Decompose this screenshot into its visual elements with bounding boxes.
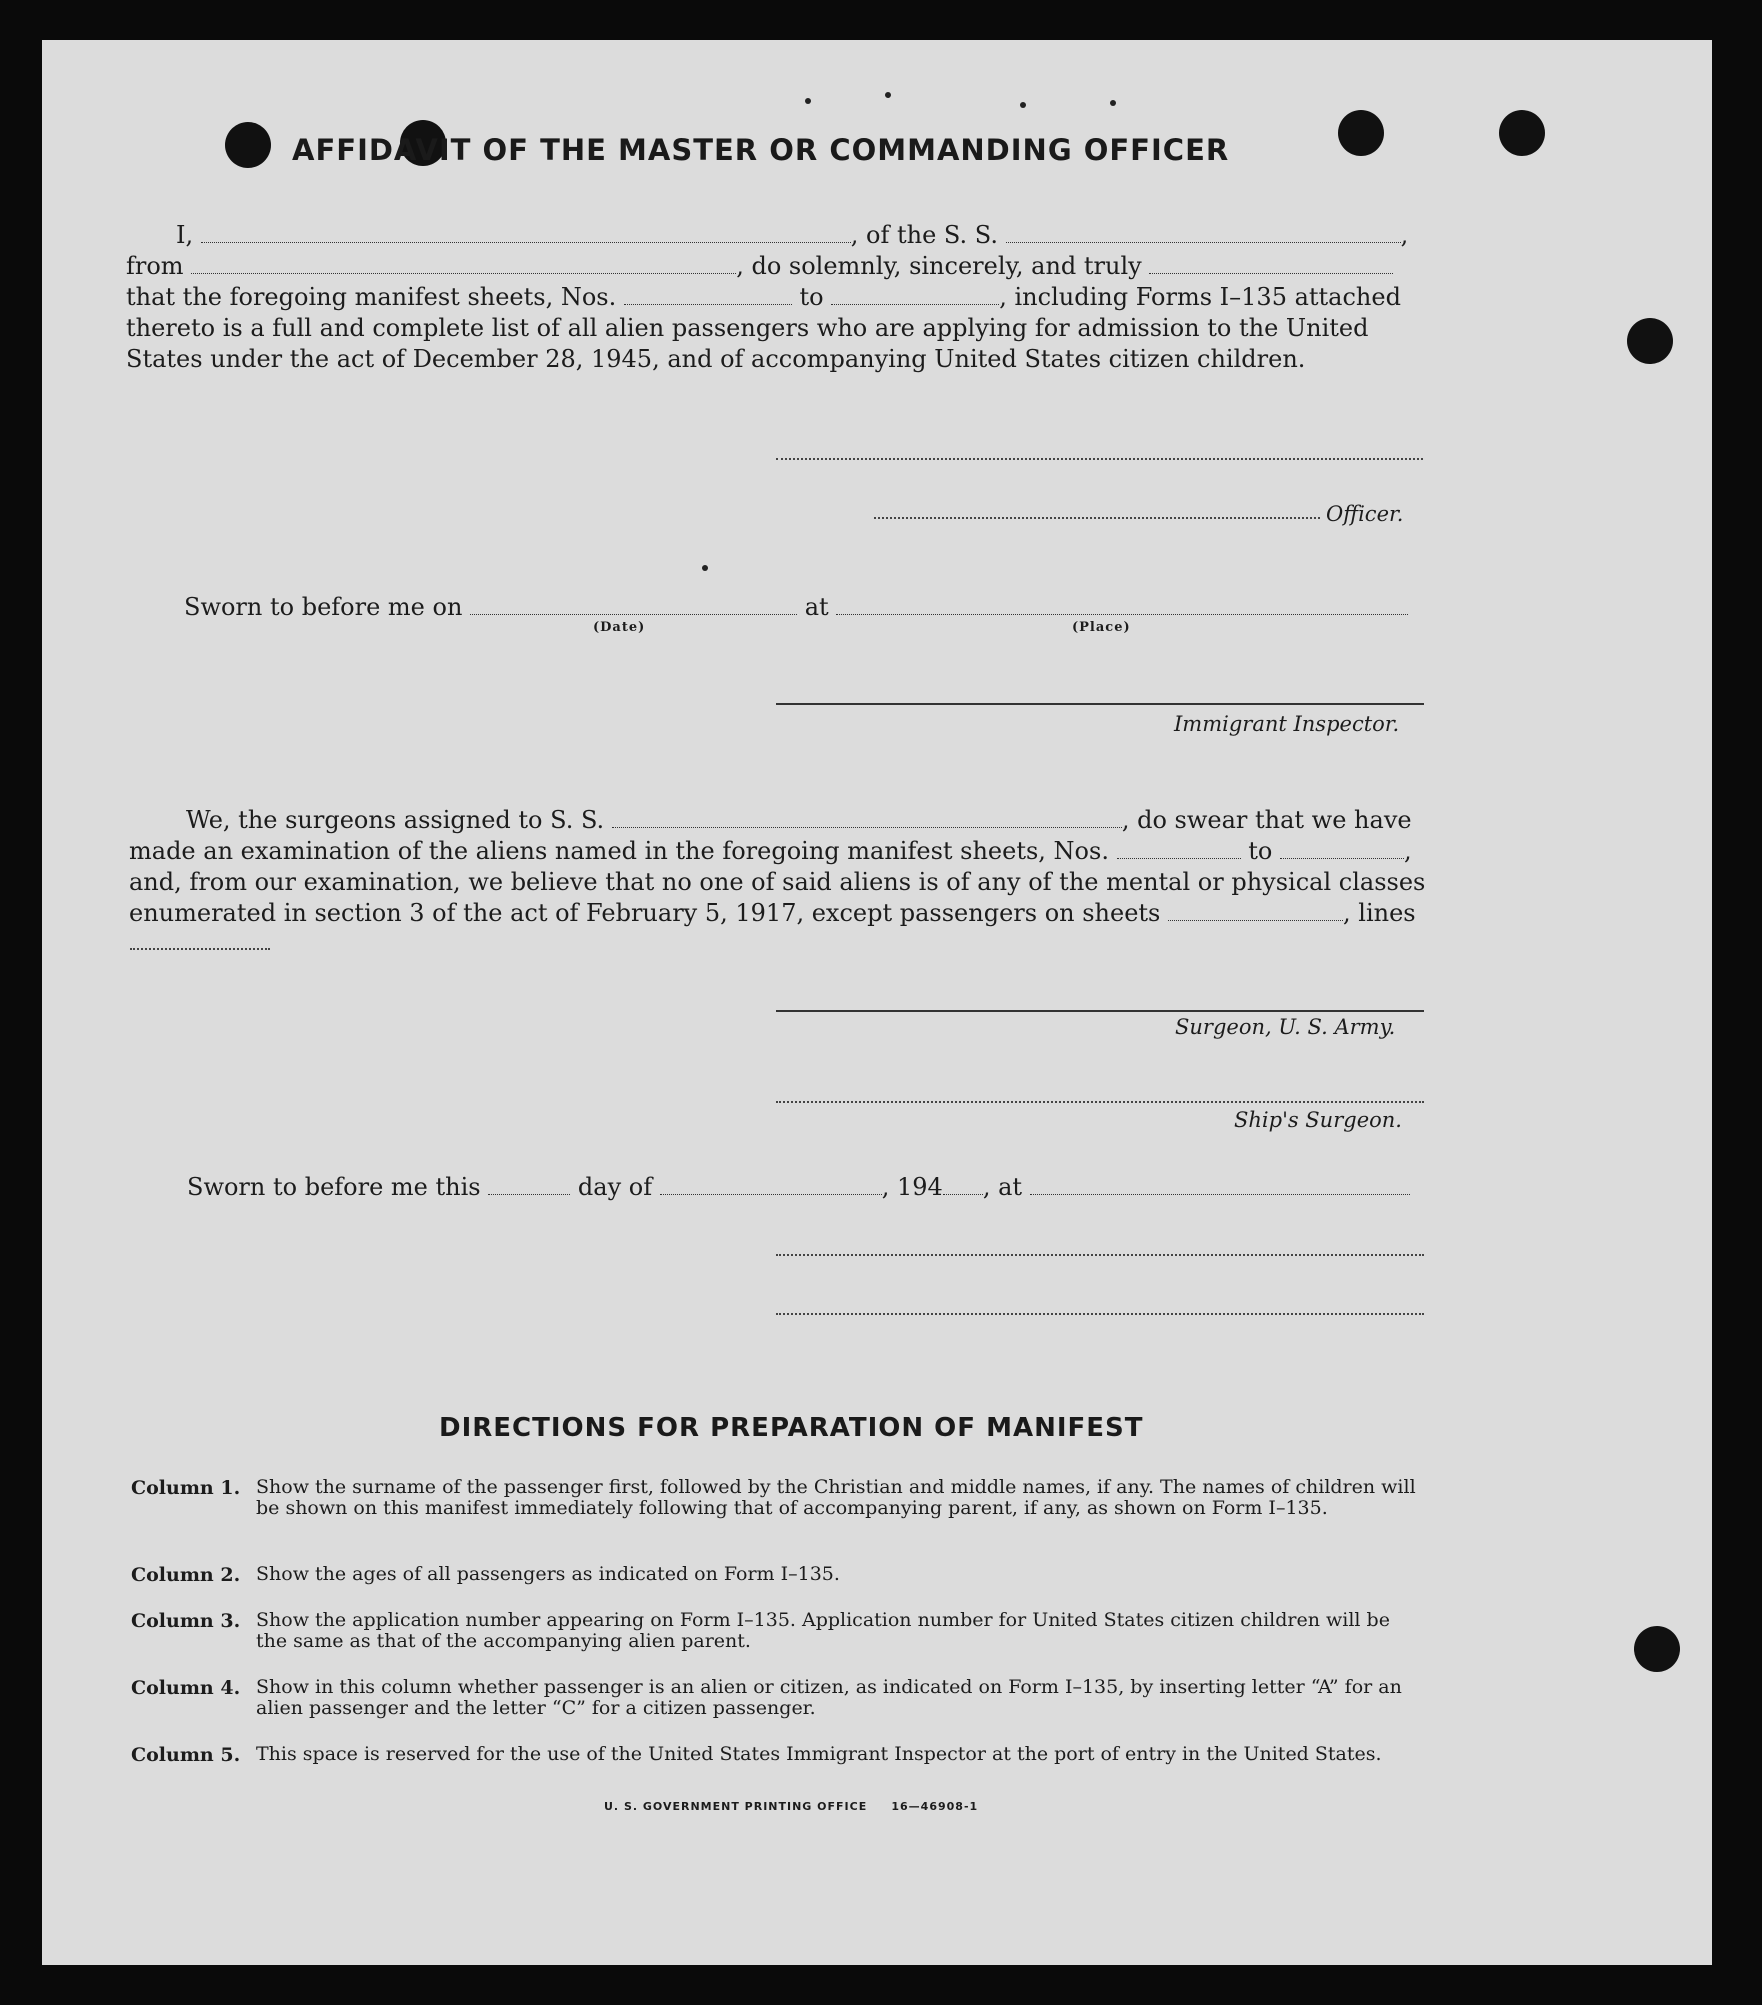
directions-title: DIRECTIONS FOR PREPARATION OF MANIFEST (439, 1413, 1144, 1443)
punch-hole (1627, 318, 1673, 364)
column-3-text: Show the application number appearing on Form I–135. Application number for United States citizen children will be the same as that of the accompanying alien parent. (256, 1609, 1390, 1652)
surgeons-line-4: enumerated in section 3 of the act of February 5, 1917, except passengers on sheets , lines (129, 899, 1416, 927)
surgeons-line-2: made an examination of the aliens named in the foregoing manifest sheets, Nos. to , (129, 837, 1412, 865)
ships-surgeon-signature-line (776, 1101, 1424, 1103)
surgeons-line-3: and, from our examination, we believe that no one of said aliens is of any of the mental or physical classes (129, 868, 1426, 896)
affidavit-line-2: from , do solemnly, sincerely, and truly (126, 252, 1393, 280)
document-page (42, 40, 1712, 1965)
column-5-label: Column 5. (131, 1744, 241, 1766)
lines-blank (130, 948, 270, 950)
punch-hole (225, 122, 271, 168)
printer-imprint: U. S. GOVERNMENT PRINTING OFFICE 16—46908-1 (604, 1800, 979, 1813)
sworn-line-1: Sworn to before me on at (184, 593, 1408, 621)
column-2-label: Column 2. (131, 1564, 241, 1586)
affidavit-line-5: States under the act of December 28, 1945, and of accompanying United States citizen children. (126, 345, 1306, 373)
page-title: AFFIDAVIT OF THE MASTER OR COMMANDING OFFICER (292, 133, 1230, 167)
surgeons-line-1: We, the surgeons assigned to S. S. , do swear that we have (186, 806, 1412, 834)
column-3-label: Column 3. (131, 1610, 241, 1632)
date-caption: (Date) (593, 620, 646, 635)
inspector-label: Immigrant Inspector. (1174, 712, 1400, 736)
affidavit-line-3: that the foregoing manifest sheets, Nos. to , including Forms I–135 attached (126, 283, 1401, 311)
column-4-label: Column 4. (131, 1677, 241, 1699)
officer-signature-line (874, 517, 1320, 519)
inspector-signature-line (776, 703, 1424, 705)
affidavit-line-4: thereto is a full and complete list of all alien passengers who are applying for admission to the United (126, 314, 1369, 342)
army-surgeon-label: Surgeon, U. S. Army. (1175, 1015, 1396, 1039)
column-4-text: Show in this column whether passenger is an alien or citizen, as indicated on Form I–135, by inserting letter “A” for an alien passenger and the letter “C” for a citizen passenger. (256, 1676, 1402, 1719)
officer-label: Officer. (1326, 502, 1404, 526)
signature-line (776, 458, 1423, 460)
column-1-text: Show the surname of the passenger first, followed by the Christian and middle names, if any. The names of children will be shown on this manifest immediately following that of accompanying parent, if any, as shown on Form I–135. (256, 1476, 1416, 1519)
punch-hole (1499, 110, 1545, 156)
column-1-label: Column 1. (131, 1477, 241, 1499)
affidavit-line-1: I, , of the S. S. , (176, 221, 1409, 249)
punch-hole (1634, 1626, 1680, 1672)
column-2-text: Show the ages of all passengers as indicated on Form I–135. (256, 1563, 840, 1585)
column-5-text: This space is reserved for the use of the United States Immigrant Inspector at the port of entry in the United States. (256, 1743, 1382, 1765)
army-surgeon-signature-line (776, 1010, 1424, 1012)
ships-surgeon-label: Ship's Surgeon. (1234, 1108, 1402, 1132)
place-caption: (Place) (1072, 620, 1131, 635)
signature-line (776, 1254, 1424, 1256)
sworn-line-2: Sworn to before me this day of , 194 , at (187, 1173, 1410, 1201)
punch-hole (1338, 110, 1384, 156)
signature-line (776, 1313, 1424, 1315)
